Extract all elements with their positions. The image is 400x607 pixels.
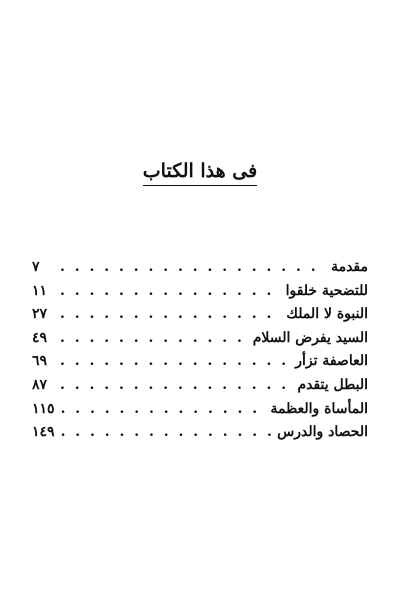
toc-entry-title: مقدمة — [331, 259, 368, 275]
toc-entry[interactable] — [32, 421, 368, 445]
toc-entry-title: النبوة لا الملك — [286, 306, 368, 323]
toc-entry-title: البطل يتقدم — [297, 376, 368, 393]
toc-entry-page: ٧ — [32, 259, 40, 275]
toc-entry[interactable] — [32, 256, 368, 280]
dot-leader — [61, 421, 272, 445]
page-title-text: فى هذا الكتاب — [143, 160, 257, 186]
toc-entry[interactable] — [32, 350, 368, 374]
toc-entry[interactable] — [32, 303, 368, 327]
toc-entry-title: للتضحية خلقوا — [285, 282, 368, 299]
dot-leader — [60, 256, 325, 280]
toc-entry-page: ٨٧ — [32, 376, 48, 393]
dot-leader — [60, 374, 291, 398]
toc-entry-page: ٤٩ — [32, 329, 48, 346]
toc-entry-title: السيد يفرض السلام — [252, 329, 368, 346]
dot-leader — [61, 398, 265, 422]
dot-leader — [60, 350, 289, 374]
toc-entry-page: ١١٥ — [32, 400, 55, 417]
toc-entry-page: ١١ — [32, 282, 48, 299]
toc-entry-page: ١٤٩ — [32, 424, 55, 441]
page-title — [0, 160, 400, 186]
toc-entry-title: الحصاد والدرس — [277, 424, 368, 441]
toc-entry-title: العاصفة تزأر — [295, 353, 368, 370]
toc-entry[interactable] — [32, 374, 368, 398]
dot-leader — [60, 280, 280, 304]
table-of-contents — [32, 256, 368, 445]
toc-entry[interactable] — [32, 327, 368, 351]
dot-leader — [60, 327, 247, 351]
toc-entry-page: ٦٩ — [32, 353, 48, 370]
toc-entry[interactable] — [32, 398, 368, 422]
dot-leader — [60, 303, 280, 327]
toc-entry-title: المأساة والعظمة — [270, 400, 368, 417]
toc-entry-page: ٢٧ — [32, 306, 48, 323]
toc-entry[interactable] — [32, 280, 368, 304]
